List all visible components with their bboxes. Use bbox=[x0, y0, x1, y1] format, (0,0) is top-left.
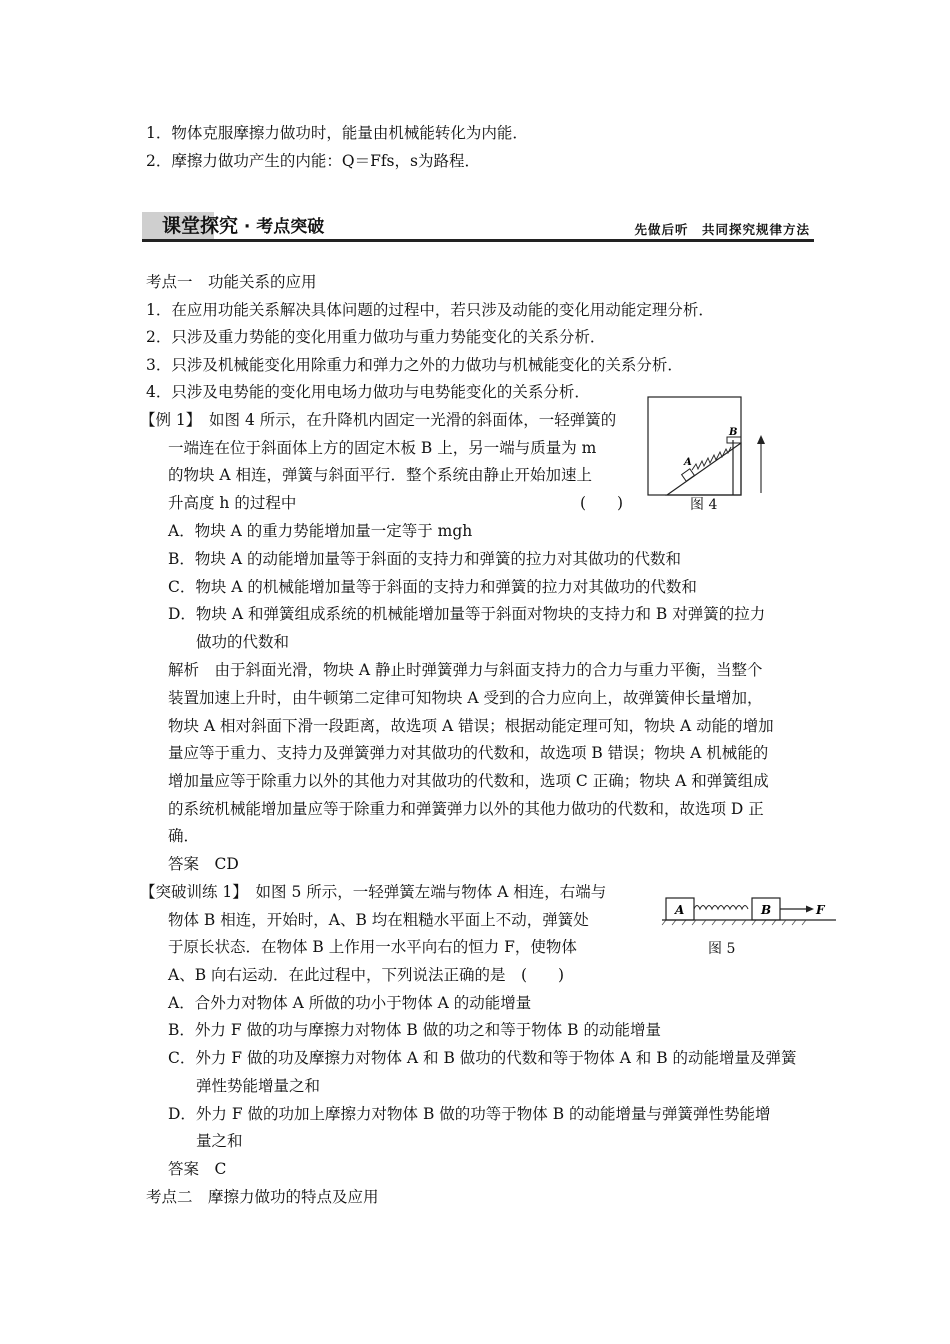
point-item-3: 3．只涉及机械能变化用除重力和弹力之外的力做功与机械能变化的关系分析． bbox=[146, 356, 683, 374]
figure-5-label-a: A bbox=[675, 903, 685, 917]
analysis-line-2: 装置加速上升时，由牛顿第二定律可知物块 A 受到的合力应向上，故弹簧伸长量增加， bbox=[168, 689, 763, 707]
practice-answer: 答案 C bbox=[168, 1160, 227, 1178]
section-banner bbox=[142, 212, 814, 242]
analysis-line-5: 增加量应等于除重力以外的其他力对其做功的代数和，选项 C 正确；物块 A 和弹簧组成 bbox=[168, 772, 769, 790]
figure-4-elevator bbox=[645, 395, 775, 500]
analysis-line-7: 确． bbox=[168, 827, 200, 845]
example-option-b: B．物块 A 的动能增加量等于斜面的支持力和弹簧的拉力对其做功的代数和 bbox=[168, 550, 681, 568]
practice-stem-1: 【突破训练 1】 如图 5 所示，一轻弹簧左端与物体 A 相连，右端与 bbox=[140, 883, 607, 901]
practice-option-c-cont: 弹性势能增量之和 bbox=[196, 1077, 321, 1095]
banner-title: 课堂探究 · 考点突破 bbox=[162, 215, 325, 237]
point-item-4: 4．只涉及电势能的变化用电场力做功与电势能变化的关系分析． bbox=[146, 383, 590, 401]
figure-4-label-b: B bbox=[729, 427, 738, 438]
figure-5-label-b: B bbox=[761, 903, 772, 917]
example-option-c: C．物块 A 的机械能增加量等于斜面的支持力和弹簧的拉力对其做功的代数和 bbox=[168, 578, 697, 596]
practice-option-a: A．合外力对物体 A 所做的功小于物体 A 的动能增量 bbox=[168, 994, 532, 1012]
banner-right-text: 先做后听 共同探究规律方法 bbox=[634, 222, 810, 237]
section-heading-1: 考点一 功能关系的应用 bbox=[146, 273, 317, 291]
practice-stem-4: A、B 向右运动．在此过程中，下列说法正确的是 ( ) bbox=[168, 966, 565, 984]
example-answer: 答案 CD bbox=[168, 855, 239, 873]
practice-stem-2: 物体 B 相连，开始时，A、B 均在粗糙水平面上不动，弹簧处 bbox=[168, 911, 589, 929]
figure-5-caption: 图 5 bbox=[708, 941, 736, 957]
banner-rule bbox=[142, 239, 814, 242]
up-arrow-icon bbox=[757, 435, 765, 444]
analysis-line-1: 解析 由于斜面光滑，物块 A 静止时弹簧弹力与斜面支持力的合力与重力平衡，当整个 bbox=[168, 661, 763, 679]
example-stem-1: 【例 1】 如图 4 所示，在升降机内固定一光滑的斜面体，一轻弹簧的 bbox=[140, 411, 617, 429]
example-stem-2: 一端连在位于斜面体上方的固定木板 B 上，另一端与质量为 m bbox=[168, 439, 597, 457]
point-item-1: 1．在应用功能关系解决具体问题的过程中，若只涉及动能的变化用动能定理分析． bbox=[146, 301, 714, 319]
figure-4-label-a: A bbox=[684, 457, 692, 468]
analysis-line-4: 量应等于重力、支持力及弹簧弹力对其做功的代数和，故选项 B 错误；物块 A 机械能的 bbox=[168, 744, 769, 762]
intro-line-2: 2．摩擦力做功产生的内能：Q＝Ffs，s为路程． bbox=[146, 152, 480, 170]
point-item-2: 2．只涉及重力势能的变化用重力做功与重力势能变化的关系分析． bbox=[146, 328, 606, 346]
practice-option-c: C．外力 F 做的功及摩擦力对物体 A 和 B 做功的代数和等于物体 A 和 B 的动能增量及弹簧 bbox=[168, 1049, 797, 1067]
section-heading-2: 考点二 摩擦力做功的特点及应用 bbox=[146, 1188, 379, 1206]
figure-5-blocks bbox=[658, 888, 840, 928]
practice-option-d: D．外力 F 做的功加上摩擦力对物体 B 做的功等于物体 B 的动能增量与弹簧弹性势能增 bbox=[168, 1105, 771, 1123]
intro-line-1: 1．物体克服摩擦力做功时，能量由机械能转化为内能． bbox=[146, 124, 528, 142]
force-arrow-icon bbox=[806, 906, 814, 913]
example-option-d-cont: 做功的代数和 bbox=[196, 633, 290, 651]
example-answer-bracket: ( ) bbox=[580, 494, 624, 512]
banner-subtitle: · 考点突破 bbox=[238, 217, 325, 237]
analysis-line-6: 的系统机械能增加量应等于除重力和弹簧弹力以外的其他力做功的代数和，故选项 D 正 bbox=[168, 800, 764, 818]
practice-option-b: B．外力 F 做的功与摩擦力对物体 B 做的功之和等于物体 B 的动能增量 bbox=[168, 1021, 661, 1039]
example-option-d: D．物块 A 和弹簧组成系统的机械能增加量等于斜面对物块的支持力和 B 对弹簧的拉力 bbox=[168, 605, 766, 623]
example-stem-4: 升高度 h 的过程中 bbox=[168, 494, 297, 512]
example-stem-3: 的物块 A 相连，弹簧与斜面平行．整个系统由静止开始加速上 bbox=[168, 466, 593, 484]
practice-stem-3: 于原长状态．在物体 B 上作用一水平向右的恒力 F，使物体 bbox=[168, 938, 577, 956]
figure-4-caption: 图 4 bbox=[690, 497, 718, 513]
analysis-line-3: 物块 A 相对斜面下滑一段距离，故选项 A 错误；根据动能定理可知，物块 A 动能的增加 bbox=[168, 717, 774, 735]
spring-icon bbox=[694, 906, 748, 910]
example-option-a: A．物块 A 的重力势能增加量一定等于 mgh bbox=[168, 522, 473, 540]
practice-option-d-cont: 量之和 bbox=[196, 1132, 243, 1150]
figure-5-label-f: F bbox=[816, 903, 825, 917]
